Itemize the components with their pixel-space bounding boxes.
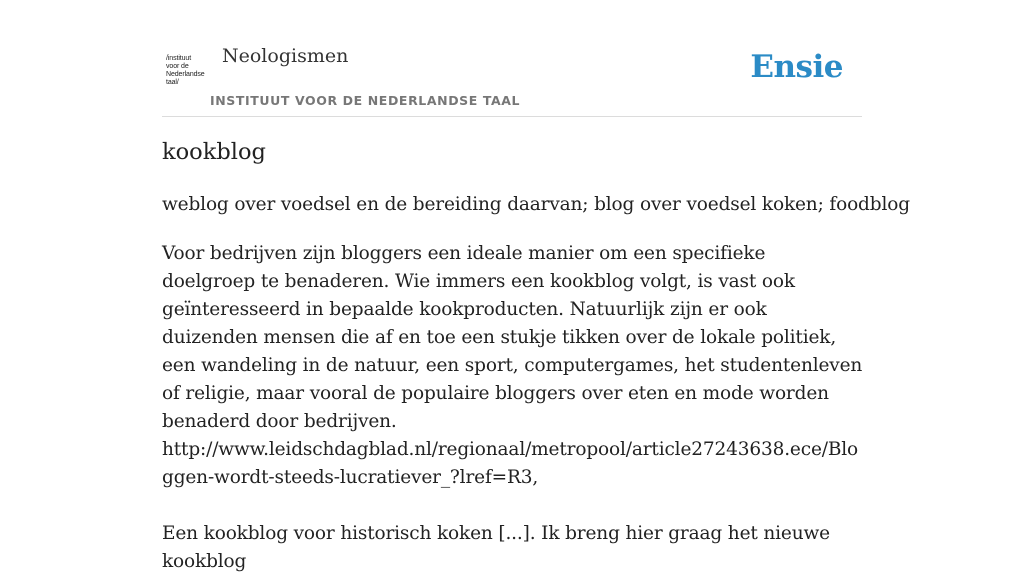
- entry-term: kookblog: [162, 139, 266, 165]
- entry-definition: weblog over voedsel en de bereiding daarvan; blog over voedsel koken; foodblog: [162, 194, 910, 215]
- source-subtitle: INSTITUUT VOOR DE NEDERLANDSE TAAL: [210, 93, 521, 108]
- source-title[interactable]: Neologismen: [222, 45, 349, 67]
- entry-card: [162, 0, 910, 572]
- citation-text: Voor bedrijven zijn bloggers een ideale manier om een specifieke doelgroep te benaderen. Wie immers een kookblog volgt, is vast ook geïnteresseerd in bepaalde kookproducten. Natuurlijk zijn er ook duizenden mensen die af en toe een stukje tikken over de lokale politiek, een wandeling in de natuur, een sport, computergames, het studentenleven of religie, maar vooral de populaire bloggers over eten en mode worden benaderd door bedrijven.: [162, 243, 863, 432]
- citation-source-link[interactable]: http://www.leidschdagblad.nl/regionaal/metropool/article27243638.ece/Bloggen-wordt-steeds-lucratiever_?lref=R3,: [162, 439, 859, 488]
- ivdnt-logo[interactable]: [166, 55, 210, 91]
- citations: [162, 240, 864, 576]
- logo-line: voor de: [166, 63, 189, 70]
- citation-spacer: [162, 492, 864, 520]
- ensie-brand-logo[interactable]: Ensie: [750, 49, 843, 85]
- logo-line: Nederlandse: [166, 71, 205, 78]
- header: [162, 0, 862, 117]
- logo-line: taal/: [166, 79, 179, 86]
- citation-text: Een kookblog voor historisch koken [...]. Ik breng hier graag het nieuwe kookblog: [162, 523, 830, 572]
- logo-line: /instituut: [166, 55, 192, 62]
